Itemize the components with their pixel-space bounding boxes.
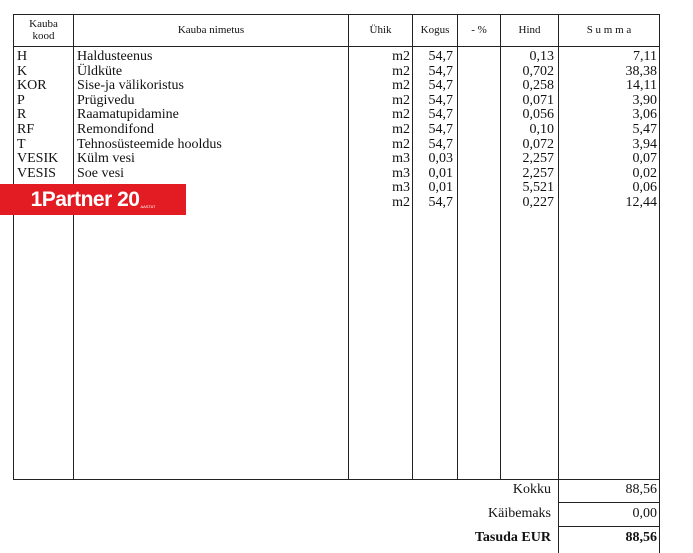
partner-logo-subtext: AASTAT	[140, 204, 156, 209]
row-unit: m3	[392, 180, 410, 196]
totals-right-border	[659, 479, 660, 553]
header-qty: Kogus	[420, 24, 450, 36]
table-row	[0, 167, 693, 182]
row-sum: 0,07	[632, 151, 657, 167]
table-row	[0, 152, 693, 167]
row-name: Haldusteenus	[77, 49, 153, 64]
table-row	[0, 123, 693, 138]
row-code: VESIS	[17, 165, 56, 181]
table-row	[0, 79, 693, 94]
row-qty: 54,7	[428, 136, 453, 152]
kokku-label: Kokku	[512, 482, 551, 497]
row-sum: 0,06	[632, 180, 657, 196]
table-row	[0, 50, 693, 65]
header-bottom-line	[13, 46, 659, 47]
header-discount: - %	[471, 24, 487, 36]
row-price: 0,10	[529, 122, 554, 137]
row-unit: m2	[392, 49, 410, 64]
pay-label: Tasuda EUR	[474, 530, 551, 545]
row-unit: m3	[392, 165, 410, 181]
row-qty: 54,7	[428, 78, 453, 94]
row-unit: m2	[392, 78, 410, 94]
row-price: 2,257	[522, 151, 554, 167]
row-name: Sise-ja välikoristus	[77, 78, 184, 94]
kokku-value: 88,56	[625, 482, 657, 497]
row-code: KOR	[17, 78, 47, 94]
row-name: Tehnosüsteemide hooldus	[77, 136, 222, 152]
row-price: 0,072	[522, 136, 554, 152]
row-qty: 54,7	[428, 63, 453, 79]
header-code: Kauba kood	[29, 18, 58, 42]
row-qty: 54,7	[428, 92, 453, 108]
header-price: Hind	[518, 24, 541, 36]
row-price: 0,227	[522, 195, 554, 210]
row-name: Üldküte	[77, 63, 123, 79]
row-price: 0,056	[522, 107, 554, 123]
row-code: R	[17, 107, 27, 123]
header-name: Kauba nimetus	[177, 24, 245, 36]
row-qty: 0,01	[428, 165, 453, 181]
header-unit: Ühik	[369, 24, 392, 36]
totals-line-2	[558, 526, 660, 527]
row-unit: m3	[392, 151, 410, 167]
table-bottom-line	[13, 479, 659, 480]
row-qty: 54,7	[428, 195, 453, 210]
row-sum: 5,47	[632, 122, 657, 137]
row-unit: m2	[392, 107, 410, 123]
row-unit: m2	[392, 92, 410, 108]
row-sum: 14,11	[626, 78, 657, 94]
row-name: Külm vesi	[77, 151, 135, 167]
vat-label: Käibemaks	[488, 506, 551, 521]
row-sum: 0,02	[632, 165, 657, 181]
row-name: Raamatupidamine	[77, 107, 179, 123]
row-sum: 12,44	[625, 195, 657, 210]
row-code: K	[17, 63, 28, 79]
row-unit: m2	[392, 195, 410, 210]
totals-left-border	[558, 479, 559, 553]
row-unit: m2	[392, 122, 410, 137]
row-price: 0,13	[529, 49, 554, 64]
row-qty: 54,7	[428, 122, 453, 137]
partner-logo-text: 1Partner 20	[30, 187, 140, 211]
row-price: 0,702	[522, 63, 554, 79]
row-sum: 3,90	[632, 92, 657, 108]
row-sum: 38,38	[625, 63, 657, 79]
row-qty: 54,7	[428, 49, 453, 64]
pay-value: 88,56	[625, 530, 657, 545]
row-qty: 54,7	[428, 107, 453, 123]
row-name: Remondifond	[77, 122, 154, 137]
row-sum: 3,06	[632, 107, 657, 123]
row-code: VESIK	[17, 151, 59, 167]
row-code: RF	[17, 122, 35, 137]
row-code: T	[17, 136, 26, 152]
row-qty: 0,01	[428, 180, 453, 196]
row-code: P	[17, 92, 25, 108]
row-price: 2,257	[522, 165, 554, 181]
row-name: Prügivedu	[77, 92, 135, 108]
row-code: H	[17, 49, 28, 64]
row-price: 5,521	[522, 180, 554, 196]
row-unit: m2	[392, 63, 410, 79]
row-sum: 7,11	[633, 49, 657, 64]
row-price: 0,071	[522, 92, 554, 108]
row-sum: 3,94	[632, 136, 657, 152]
table-row	[0, 108, 693, 123]
vat-value: 0,00	[632, 506, 657, 521]
row-qty: 0,03	[428, 151, 453, 167]
row-name: Soe vesi	[77, 165, 125, 181]
partner-logo-banner	[0, 184, 186, 215]
table-row	[0, 94, 693, 109]
row-unit: m2	[392, 136, 410, 152]
row-price: 0,258	[522, 78, 554, 94]
table-row	[0, 138, 693, 153]
header-sum: S u m m a	[586, 24, 632, 36]
table-row	[0, 65, 693, 80]
totals-line-1	[558, 502, 660, 503]
